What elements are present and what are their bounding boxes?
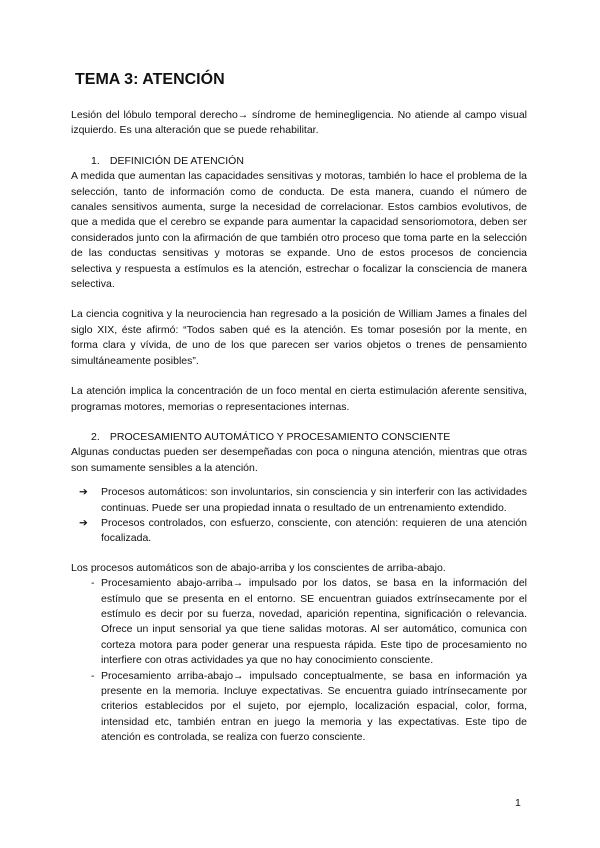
- section-1-title: DEFINICIÓN DE ATENCIÓN: [109, 154, 244, 167]
- intro-paragraph: Lesión del lóbulo temporal derecho→ síndrome de heminegligencia. No atiende al campo visual izquierdo. Es una alteración que se puede rehabilitar.: [71, 109, 527, 137]
- list-item: [71, 485, 527, 516]
- dash-marker: -: [91, 669, 95, 682]
- dash-item-text: Procesamiento abajo-arriba→ impulsado por los datos, se basa en la información del estímulo que se presenta en el entorno. SE encuentran guiados extrínsecamente por el estímulo es decir por su fuerza, novedad, aparición repentina, significación o relevancia. Ofrece un input sensorial ya que tiene salidas motoras. Al ser automático, comunica con corteza motora para poder generar una respuesta rápida. Este tipo de procesamiento no interfiere con otras actividades ya que no hay conocimiento consciente.: [101, 577, 527, 667]
- bullet-text: Procesos controlados, con esfuerzo, consciente, con atención: requieren de una atención focalizada.: [101, 516, 527, 545]
- list-item: [71, 669, 527, 746]
- section-1-heading: [91, 154, 527, 169]
- dash-bullet-list: [71, 576, 527, 745]
- section-1-paragraph-1: A medida que aumentan las capacidades sensitivas y motoras, también lo hace el problema de la selección, tanto de información como de conducta. De esta manera, cuando el número de canales sensitivos aumenta, surge la necesidad de correlacionar. Estos cambios evolutivos, de que a medida que el cerebro se expande para aumentar la capacidad sensoriomotora, deben ser considerados junto con la afirmación de que también otro proceso que toma parte en la selección de las conductas sensitivas y motoras se expande. Uno de estos procesos de conciencia selectiva y respuesta a estímulos es la atención, estrechar o focalizar la consciencia de manera selectiva.: [71, 170, 527, 291]
- page-number: 1: [515, 797, 521, 809]
- section-2-paragraph-2: Los procesos automáticos son de abajo-arriba y los conscientes de arriba-abajo.: [71, 561, 446, 574]
- list-item: [71, 516, 527, 547]
- arrow-right-icon: ➔: [79, 516, 88, 529]
- section-1-number: 1.: [91, 154, 100, 167]
- section-1-paragraph-3: La atención implica la concentración de un foco mental en cierta estimulación aferente sensitiva, programas motores, memorias o representaciones internas.: [71, 385, 527, 413]
- bullet-text: Procesos automáticos: son involuntarios, sin consciencia y sin interferir con las actividades continuas. Puede ser una propiedad innata o resultado de un entrenamiento extendido.: [101, 486, 527, 514]
- arrow-right-icon: ➔: [79, 486, 88, 499]
- dash-marker: -: [91, 577, 95, 590]
- section-2-number: 2.: [91, 430, 100, 443]
- section-2-title: PROCESAMIENTO AUTOMÁTICO Y PROCESAMIENTO CONSCIENTE: [109, 430, 451, 443]
- section-2-paragraph-1: Algunas conductas pueden ser desempeñadas con poca o ninguna atención, mientras que otras son sumamente sensibles a la atención.: [71, 446, 527, 474]
- list-item: [71, 576, 527, 668]
- page-title: TEMA 3: ATENCIÓN: [75, 71, 225, 88]
- section-2-heading: [91, 430, 527, 445]
- dash-item-text: Procesamiento arriba-abajo→ impulsado conceptualmente, se basa en información ya presente en la memoria. Incluye expectativas. Se encuentra guiado intrínsecamente por criterios establecidos por el sujeto, por ejemplo, localización espacial, color, forma, intensidad etc, también entran en juego la memoria y las expectativas. Este tipo de atención es controlada, se realiza con fuerzo consciente.: [101, 669, 527, 744]
- section-1-paragraph-2: La ciencia cognitiva y la neurociencia han regresado a la posición de William James a finales del siglo XIX, éste afirmó: “Todos saben qué es la atención. Es tomar posesión por la mente, en forma clara y vívida, de uno de los que parecen ser varios objetos o trenes de pensamiento simultáneamente posibles”.: [71, 308, 527, 367]
- page-content: [71, 70, 527, 746]
- arrow-bullet-list: [71, 485, 527, 547]
